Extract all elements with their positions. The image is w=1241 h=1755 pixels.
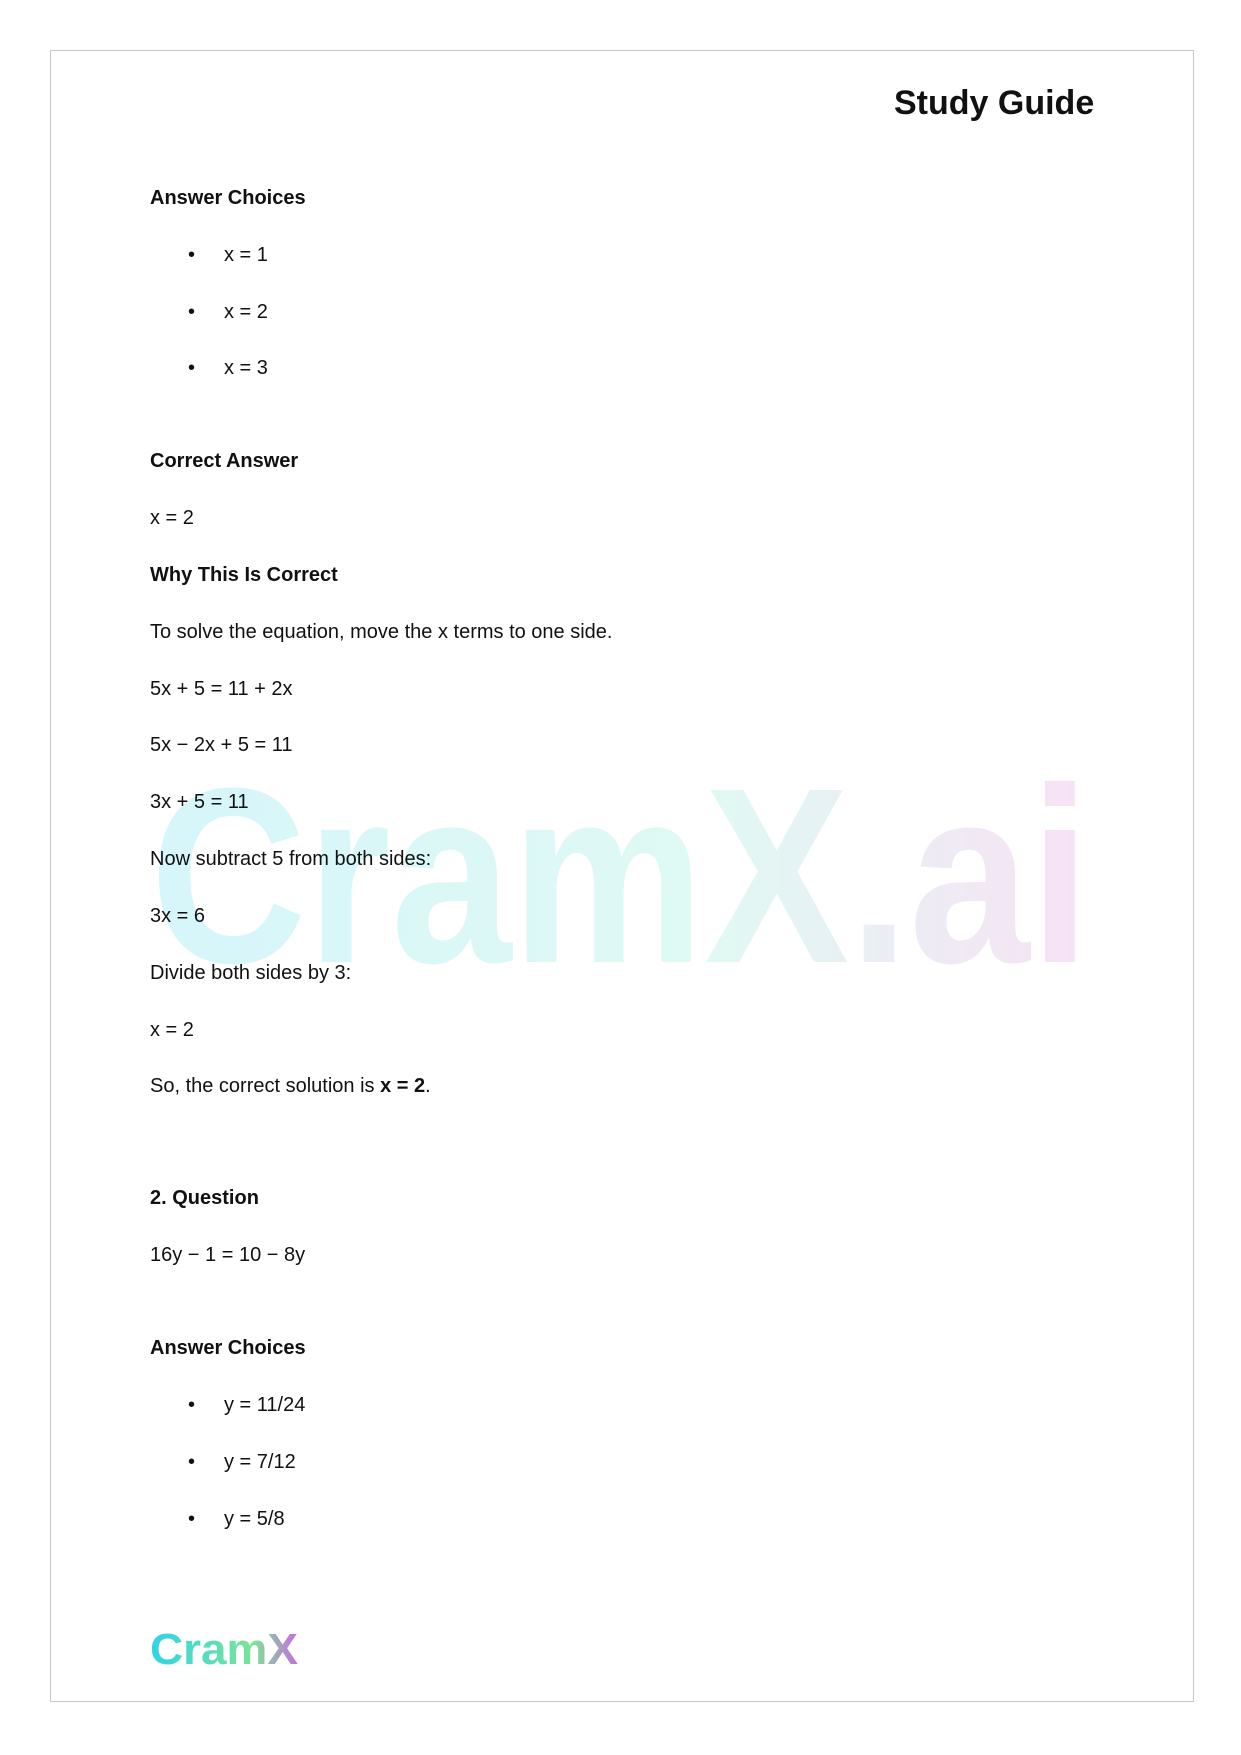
- question-2-equation: 16y − 1 = 10 − 8y: [150, 1244, 306, 1266]
- answer-choices-heading: Answer Choices: [150, 1337, 306, 1359]
- why-correct-heading: Why This Is Correct: [150, 564, 338, 586]
- page-title: Study Guide: [894, 84, 1095, 122]
- conclusion-period: .: [425, 1075, 431, 1097]
- solution-step: 5x − 2x + 5 = 11: [150, 734, 293, 756]
- solution-step: 3x = 6: [150, 905, 206, 927]
- cramx-logo: [150, 1624, 300, 1672]
- bullet-icon: •: [188, 1508, 196, 1530]
- correct-answer-value: x = 2: [150, 507, 194, 529]
- conclusion-answer: x = 2: [380, 1075, 426, 1097]
- bullet-icon: •: [188, 1451, 196, 1473]
- answer-choices-heading: Answer Choices: [150, 187, 306, 209]
- watermark-text: CramX.ai: [150, 762, 1090, 994]
- list-item: x = 2: [224, 301, 268, 323]
- bullet-icon: •: [188, 244, 196, 266]
- question-2-heading: 2. Question: [150, 1187, 259, 1209]
- bullet-icon: •: [188, 301, 196, 323]
- solution-step: 3x + 5 = 11: [150, 791, 249, 813]
- correct-answer-heading: Correct Answer: [150, 450, 299, 472]
- logo-text: CramX: [150, 1625, 298, 1672]
- solution-step: Divide both sides by 3:: [150, 962, 352, 984]
- list-item: x = 1: [224, 244, 268, 266]
- list-item: y = 11/24: [224, 1394, 306, 1416]
- list-item: y = 7/12: [224, 1451, 296, 1473]
- solution-step: Now subtract 5 from both sides:: [150, 848, 432, 870]
- list-item: y = 5/8: [224, 1508, 285, 1530]
- list-item: x = 3: [224, 357, 268, 379]
- conclusion: [150, 1074, 431, 1098]
- solution-step: 5x + 5 = 11 + 2x: [150, 678, 293, 700]
- conclusion-text: So, the correct solution is: [150, 1075, 381, 1097]
- solution-step: x = 2: [150, 1019, 194, 1041]
- page-frame: [50, 50, 1194, 1702]
- bullet-icon: •: [188, 1394, 196, 1416]
- solution-step: To solve the equation, move the x terms to one side.: [150, 621, 613, 643]
- bullet-icon: •: [188, 357, 196, 379]
